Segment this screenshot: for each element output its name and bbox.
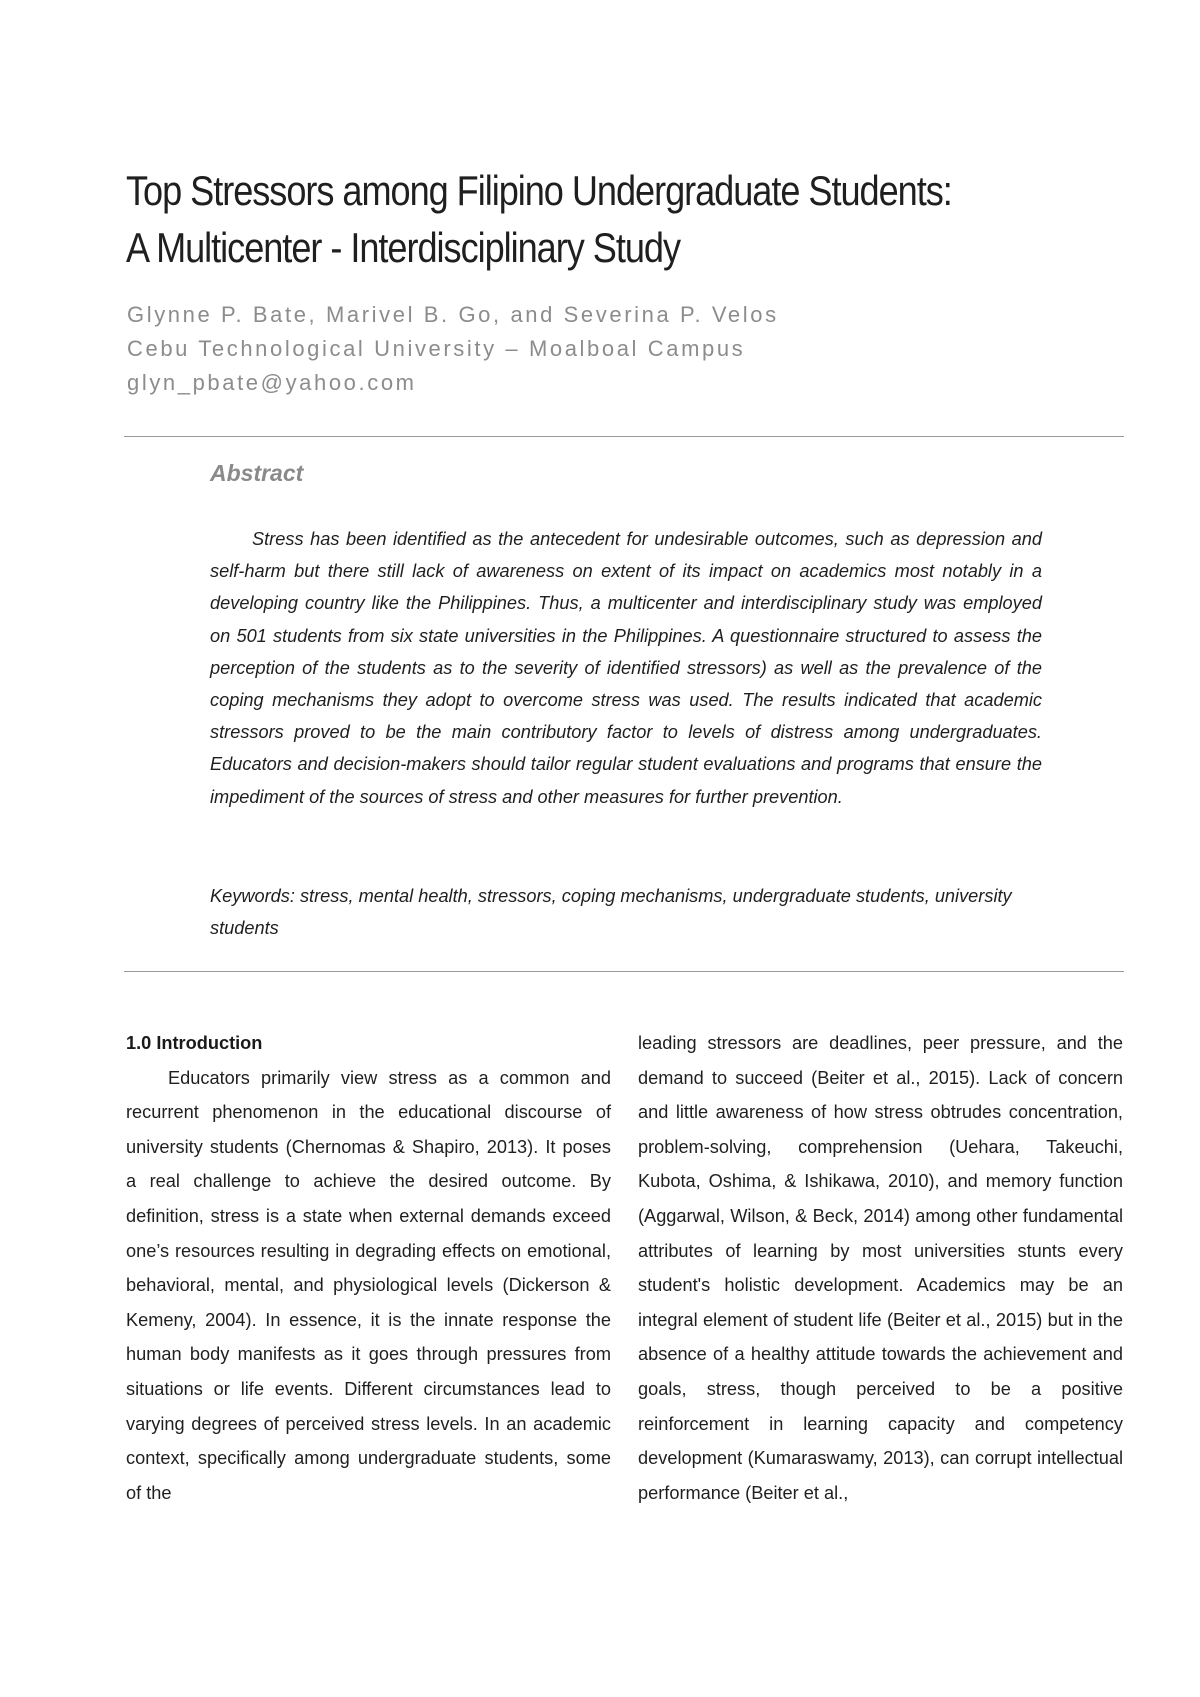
introduction-paragraph-left: Educators primarily view stress as a common and recurrent phenomenon in the educational discourse of university students (Chernomas & Shapiro, 2013). It poses a real challenge to achieve the desired outcome. By definition, stress is a state when external demands exceed one’s resources resulting in degrading effects on emotional, behavioral, mental, and physiological levels (Dickerson & Kemeny, 2004). In essence, it is the innate response the human body manifests as it goes through pressures from situations or life events. Different circumstances lead to varying degrees of perceived stress levels. In an academic context, specifically among undergraduate students, some of the — [126, 1067, 611, 1503]
title-line-2: A Multicenter - Interdisciplinary Study — [126, 224, 680, 271]
paper-title — [126, 162, 986, 276]
authors: Glynne P. Bate, Marivel B. Go, and Severina P. Velos — [127, 302, 779, 327]
author-email: glyn_pbate@yahoo.com — [127, 370, 417, 395]
abstract-heading: Abstract — [210, 460, 304, 486]
title-line-1: Top Stressors among Filipino Undergraduate Students: — [126, 167, 952, 214]
left-column — [126, 1026, 611, 1510]
abstract-top-divider — [124, 436, 1124, 437]
abstract-body: Stress has been identified as the antecedent for undesirable outcomes, such as depression and self-harm but there still lack of awareness on extent of its impact on academics most notably in a developing country like the Philippines. Thus, a multicenter and interdisciplinary study was employed on 501 students from six state universities in the Philippines. A questionnaire structured to assess the perception of the students as to the severity of identified stressors) as well as the prevalence of the coping mechanisms they adopt to overcome stress was used. The results indicated that academic stressors proved to be the main contributory factor to levels of distress among undergraduates. Educators and decision-makers should tailor regular student evaluations and programs that ensure the impediment of the sources of stress and other measures for further prevention. — [210, 529, 1042, 807]
abstract-bottom-divider — [124, 971, 1124, 972]
affiliation: Cebu Technological University – Moalboal Campus — [127, 336, 746, 361]
author-block — [127, 298, 927, 400]
section-heading-introduction: 1.0 Introduction — [126, 1033, 263, 1053]
right-column — [638, 1026, 1123, 1510]
keywords: Keywords: stress, mental health, stressors, coping mechanisms, undergraduate students, university students — [210, 886, 1012, 939]
introduction-paragraph-right: leading stressors are deadlines, peer pressure, and the demand to succeed (Beiter et al., 2015). Lack of concern and little awareness of how stress obtrudes concentration, problem-solving, comprehension (Uehara, Takeuchi, Kubota, Oshima, & Ishikawa, 2010), and memory function (Aggarwal, Wilson, & Beck, 2014) among other fundamental attributes of learning by most universities stunts every student's holistic development. Academics may be an integral element of student life (Beiter et al., 2015) but in the absence of a healthy attitude towards the achievement and goals, stress, though perceived to be a positive reinforcement in learning capacity and competency development (Kumaraswamy, 2013), can corrupt intellectual performance (Beiter et al., — [638, 1033, 1123, 1503]
